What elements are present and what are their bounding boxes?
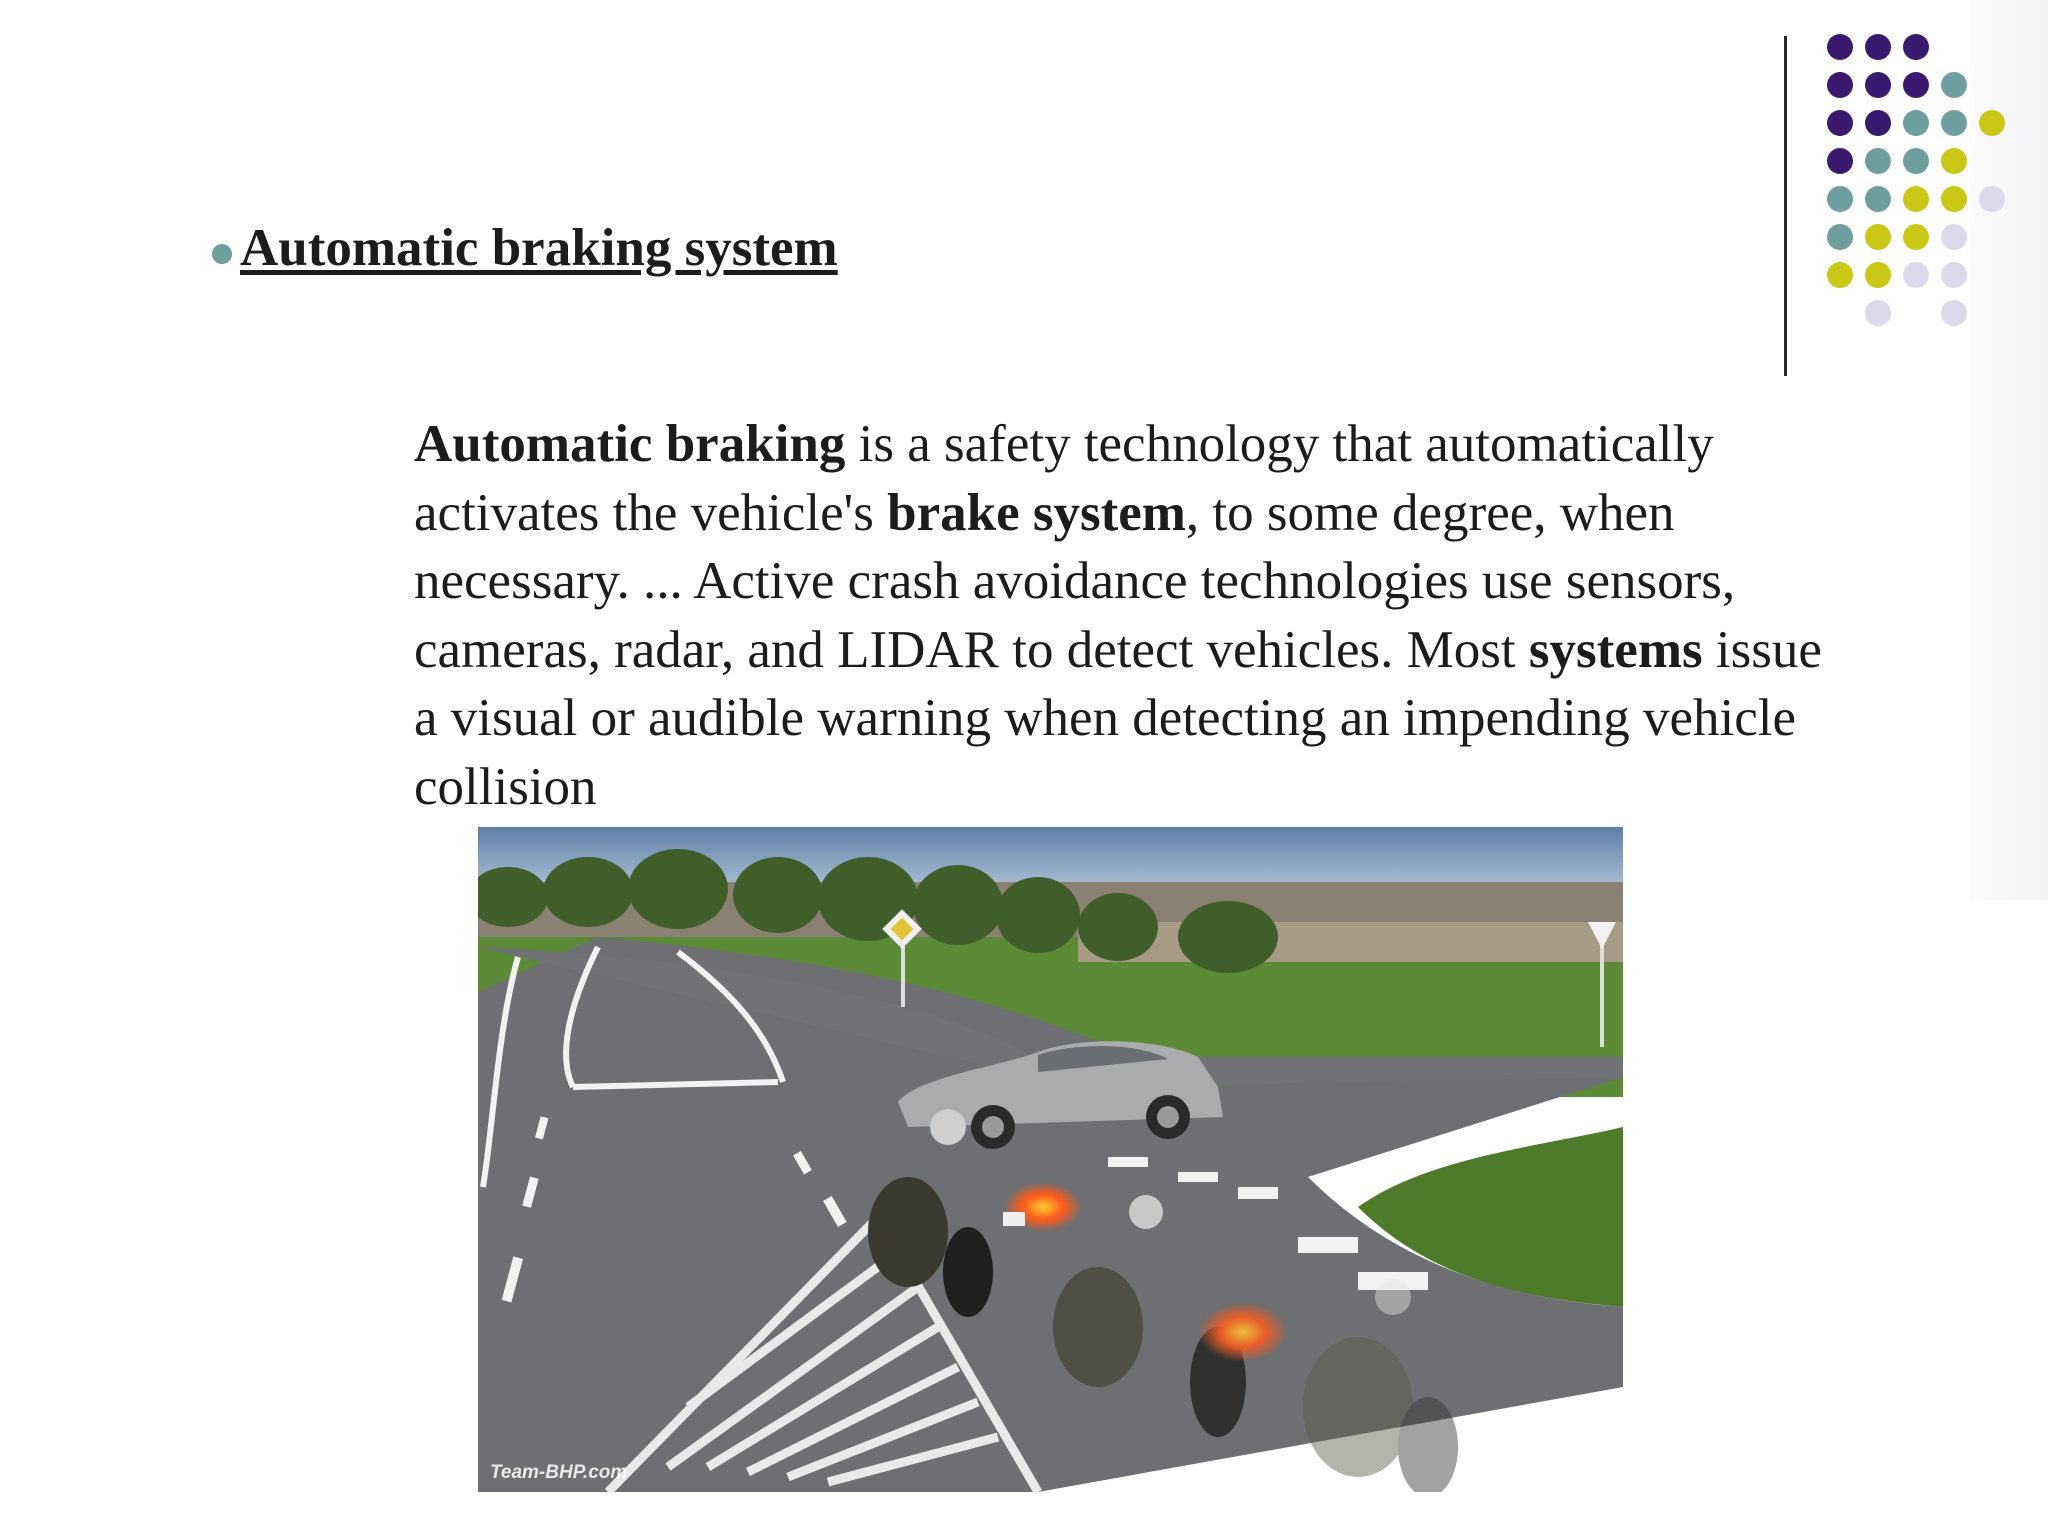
photo-watermark: Team-BHP.com: [490, 1462, 628, 1483]
decorative-dot: [1903, 72, 1929, 98]
decorative-dot: [1865, 300, 1891, 326]
right-margin-shade: [1970, 0, 2048, 900]
decorative-dot: [1827, 110, 1853, 136]
decorative-dot: [1903, 148, 1929, 174]
decorative-dot: [1941, 186, 1967, 212]
decorative-dot: [1827, 148, 1853, 174]
decorative-dot: [1903, 34, 1929, 60]
decorative-dot: [1865, 148, 1891, 174]
decorative-dot: [1865, 34, 1891, 60]
decorative-dot: [1941, 262, 1967, 288]
decorative-dot: [1827, 186, 1853, 212]
decorative-dot: [1979, 110, 2005, 136]
decorative-dot: [1865, 110, 1891, 136]
paragraph-text-3: issue a visual or audible warning when detecting an impending vehicle collision: [414, 620, 1822, 816]
decorative-dot: [1941, 148, 1967, 174]
decorative-vertical-line: [1784, 36, 1787, 376]
decorative-dot: [1865, 224, 1891, 250]
slide-heading: Automatic braking system: [240, 219, 838, 277]
decorative-dot: [1941, 110, 1967, 136]
road-scene-photo: [478, 827, 1623, 1492]
decorative-dot: [1903, 224, 1929, 250]
bold-term-automatic-braking: Automatic braking: [414, 415, 846, 473]
decorative-dot: [1827, 224, 1853, 250]
decorative-dot: [1941, 72, 1967, 98]
decorative-dot: [1865, 186, 1891, 212]
decorative-dot: [1941, 300, 1967, 326]
body-paragraph: [414, 410, 1834, 821]
bold-term-systems: systems: [1528, 620, 1703, 679]
decorative-dot: [1865, 262, 1891, 288]
paragraph-text-1: is a safety technology that automatically activates the vehicle's: [414, 415, 1714, 542]
paragraph-text-2: , to some degree, when necessary. ... Active crash avoidance technologies use sensors, cameras, radar, and LIDAR to detect vehicles. Most: [414, 483, 1736, 679]
decorative-dot: [1827, 34, 1853, 60]
decorative-dot: [1865, 72, 1891, 98]
decorative-dot: [1903, 262, 1929, 288]
decorative-dot: [1941, 224, 1967, 250]
decorative-dot: [1827, 72, 1853, 98]
decorative-dot: [1903, 186, 1929, 212]
bold-term-brake-system: brake system: [887, 483, 1186, 542]
decorative-dot: [1827, 262, 1853, 288]
decorative-dot: [1979, 186, 2005, 212]
bullet-dot-icon: [212, 244, 232, 264]
decorative-dot: [1903, 110, 1929, 136]
